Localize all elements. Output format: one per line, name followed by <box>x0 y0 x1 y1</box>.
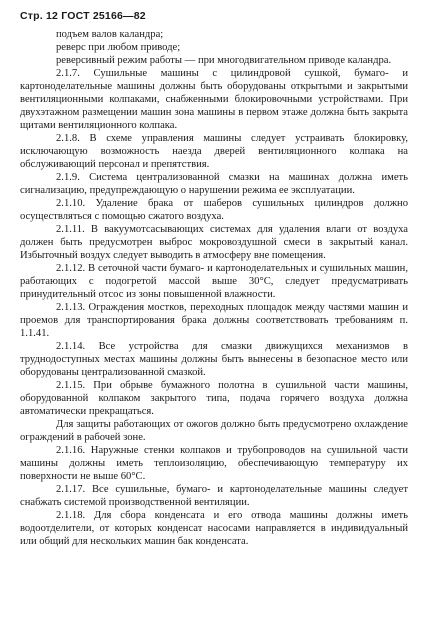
clause-2-1-15-continuation: Для защиты работающих от ожогов должно быть предусмотрено охлаждение ограждений в рабочей зоне. <box>20 419 408 443</box>
list-item-calender-lift: подъем валов каландра; <box>56 29 164 40</box>
clause-2-1-12: 2.1.12. В сеточной части бумаго- и картоноделательных и сушильных машин, работающих с подогретой массой выше 30°С, следует предусматривать принудительный отсос из зоны повышенной влажности. <box>20 263 408 300</box>
clause-2-1-13: 2.1.13. Ограждения мостков, переходных площадок между частями машин и проемов для транспортирования брака должны соответствовать требованиям п. 1.1.41. <box>20 302 408 339</box>
list-item-reverse-mode: реверсивный режим работы — при многодвигательном приводе каландра. <box>56 55 392 66</box>
clause-2-1-10: 2.1.10. Удаление брака от шаберов сушильных цилиндров должно осуществляться с помощью сжатого воздуха. <box>20 198 408 222</box>
list-item-reverse: реверс при любом приводе; <box>56 42 181 53</box>
clause-2-1-11: 2.1.11. В вакуумотсасывающих системах для удаления влаги от воздуха должен быть предусмотрен выброс мокровоздушной смеси в закрытый канал. Избыточный воздух следует выводить в атмосферу вне помещения. <box>20 224 408 261</box>
clause-2-1-7: 2.1.7. Сушильные машины с цилиндровой сушкой, бумаго- и картоноделательные машины должны быть оборудованы открытыми и закрытыми вентиляционными колпаками, снабженными блокировочными устройствами. При двухэтажном размещении машин зона машины в первом этаже должна быть закрыта щитами вентиляционного колпака. <box>20 68 408 131</box>
clause-2-1-17: 2.1.17. Все сушильные, бумаго- и картоноделательные машины следует снабжать системой производственной вентиляции. <box>20 484 408 508</box>
clause-2-1-9: 2.1.9. Система централизованной смазки на машинах должна иметь сигнализацию, предупреждающую о нарушении режима ее эксплуатации. <box>20 172 408 196</box>
document-body <box>20 28 408 548</box>
page-number: Стр. 12 <box>20 10 59 22</box>
clause-2-1-8: 2.1.8. В схеме управления машины следует устраивать блокировку, исключающую возможность наезда дверей вентиляционного колпака на обслуживающий персонал и препятствия. <box>20 133 408 170</box>
clause-2-1-15: 2.1.15. При обрыве бумажного полотна в сушильной части машины, оборудованной колпаком закрытого типа, подача горячего воздуха должна автоматически прекращаться. <box>20 380 408 417</box>
standard-number: ГОСТ 25166—82 <box>61 10 146 22</box>
clause-2-1-18: 2.1.18. Для сбора конденсата и его отвода машины должны иметь водоотделители, от которых конденсат насосами направляется в индивидуальный или общий для нескольких машин бак конденсата. <box>20 510 408 547</box>
clause-2-1-14: 2.1.14. Все устройства для смазки движущихся механизмов в труднодоступных местах машины должны быть вынесены в безопасное место или оборудованы централизованной смазкой. <box>20 341 408 378</box>
page-header <box>20 10 408 22</box>
clause-2-1-16: 2.1.16. Наружные стенки колпаков и трубопроводов на сушильной части машины должны иметь теплоизоляцию, обеспечивающую температуру их поверхности не выше 60°С. <box>20 445 408 482</box>
